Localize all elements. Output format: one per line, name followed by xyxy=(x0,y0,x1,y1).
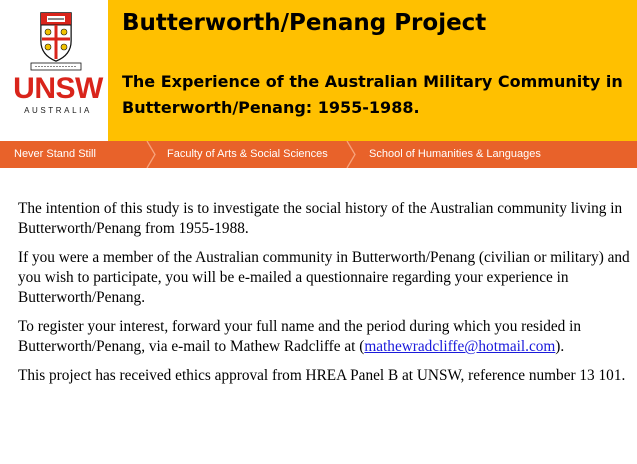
email-link[interactable]: mathewradcliffe@hotmail.com xyxy=(364,338,556,355)
project-title: Butterworth/Penang Project xyxy=(122,10,487,36)
unsw-subline: AUSTRALIA xyxy=(24,106,92,115)
register-text-end: ). xyxy=(555,338,565,355)
ethics-paragraph: This project has received ethics approval from HREA Panel B at UNSW, reference number 13 101. xyxy=(18,367,626,384)
unsw-crest-icon xyxy=(39,11,73,63)
header-banner xyxy=(0,0,637,141)
nav-item-never-stand-still[interactable]: Never Stand Still xyxy=(14,148,96,160)
nav-item-faculty[interactable]: Faculty of Arts & Social Sciences xyxy=(167,148,328,160)
register-paragraph xyxy=(18,317,630,357)
unsw-logo[interactable] xyxy=(0,0,108,141)
chevron-right-icon xyxy=(146,141,156,168)
main-content xyxy=(18,199,630,395)
project-subtitle: The Experience of the Australian Military Community in Butterworth/Penang: 1955-1988. xyxy=(122,72,623,117)
unsw-wordmark: UNSW xyxy=(13,72,103,105)
nav-item-school[interactable]: School of Humanities & Languages xyxy=(369,148,541,160)
motto-scroll-icon xyxy=(30,62,82,71)
chevron-right-icon xyxy=(346,141,356,168)
register-text: To register your interest, forward your full name and the period during which you resided in Butterworth/Penang, via e-mail to Mathew Radcliffe at ( xyxy=(18,318,582,355)
participation-paragraph: If you were a member of the Australian community in Butterworth/Penang (civilian or military) and you wish to participate, you will be e-mailed a questionnaire regarding your experience in Butterworth/Penang. xyxy=(18,249,630,306)
breadcrumb-nav xyxy=(0,141,637,168)
intro-paragraph: The intention of this study is to investigate the social history of the Australian community living in Butterworth/Penang from 1955-1988. xyxy=(18,200,623,237)
